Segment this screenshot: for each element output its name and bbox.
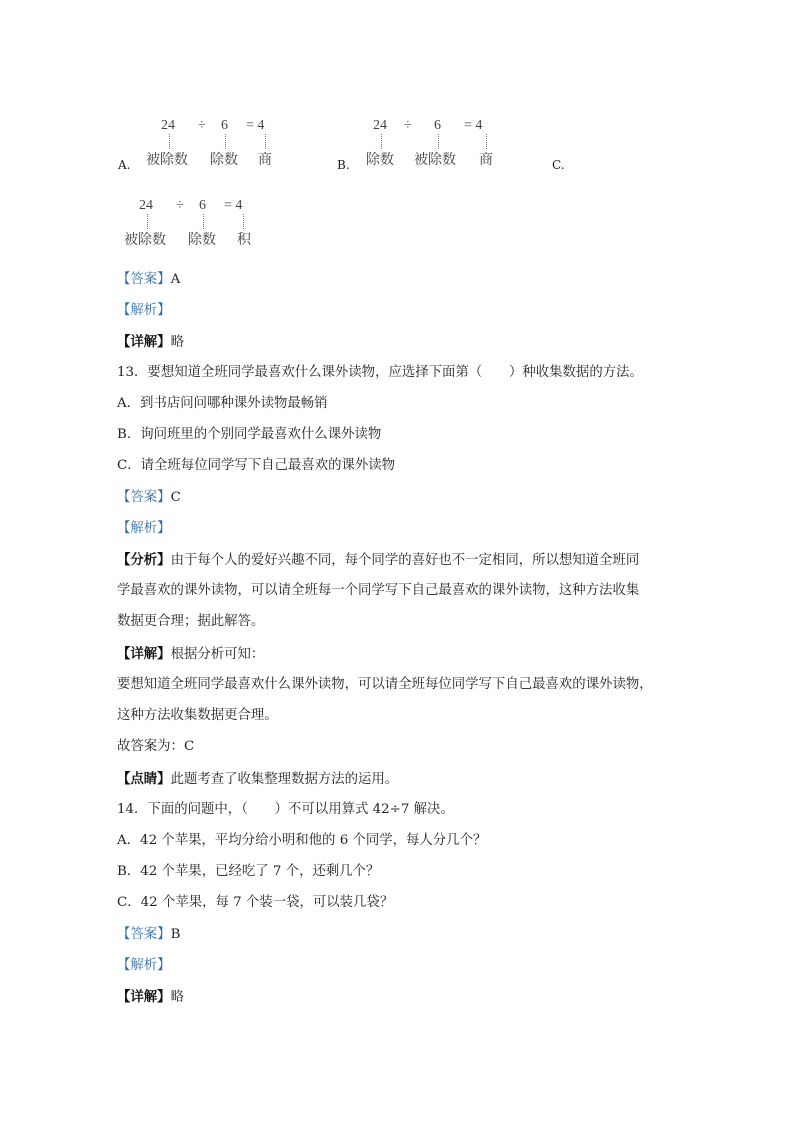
dividend-number: 24 [139,198,153,213]
connector-line [225,134,226,149]
answer-value: C [170,490,181,505]
dianjing-line [117,770,398,789]
label-dividend: 被除数 [414,152,456,168]
detail-tag: 【详解】 [117,646,171,662]
fenxi-text: 数据更合理；据此解答。 [117,614,265,629]
answer-line [117,489,181,507]
option-letter: C. [552,158,565,172]
question-14-option-c: C．42 个苹果，每 7 个装一袋，可以装几袋？ [117,895,394,910]
question-13-stem: 13．要想知道全班同学最喜欢什么课外读物，应选择下面第（ ）种收集数据的方法。 [117,365,643,380]
question-13-option-b: B．询问班里的个别同学最喜欢什么课外读物 [117,427,382,442]
analysis-tag: 【解析】 [117,521,171,536]
connector-line [265,134,266,149]
answer-value: B [170,927,181,942]
divide-sign: ÷ [176,198,184,213]
analysis-tag: 【解析】 [117,303,171,318]
label-quotient: 商 [258,152,272,168]
answer-line [117,271,180,289]
connector-line [147,214,148,229]
divisor-number: 6 [221,118,228,133]
question-14-option-a: A．42 个苹果，平均分给小明和他的 6 个同学，每人分几个？ [117,833,487,848]
detail-text: 略 [170,990,184,1005]
option-letter: A. [118,158,131,172]
dividend-number: 24 [373,118,387,133]
connector-line [243,214,244,229]
answer-line [117,926,180,944]
answer-tag: 【答案】 [117,490,171,505]
fenxi-text: 由于每个人的爱好兴趣不同，每个同学的喜好也不一定相同，所以想知道全班同 [170,553,640,568]
label-quotient: 商 [479,152,493,168]
fenxi-tag: 【分析】 [117,552,171,568]
question-14-stem: 14．下面的问题中，（ ）不可以用算式 42÷7 解决。 [117,802,454,817]
answer-tag: 【答案】 [117,272,171,287]
dividend-number: 24 [161,118,175,133]
result: = 4 [224,198,243,213]
detail-line [117,645,264,664]
divisor-number: 6 [199,198,206,213]
answer-value: A [170,272,181,287]
analysis-tag: 【解析】 [117,958,171,973]
label-divisor: 除数 [188,232,216,248]
connector-line [486,134,487,149]
label-product: 积 [237,232,251,248]
detail-text: 这种方法收集数据更合理。 [117,708,278,723]
detail-line [117,988,184,1007]
answer-tag: 【答案】 [117,927,171,942]
label-divisor: 除数 [210,152,238,168]
label-dividend: 被除数 [124,232,166,248]
detail-line [117,333,184,352]
label-divisor: 除数 [366,152,394,168]
final-answer: 故答案为：C [117,739,195,754]
connector-line [438,134,439,149]
detail-tag: 【详解】 [117,989,171,1005]
connector-line [203,214,204,229]
dianjing-text: 此题考查了收集整理数据方法的运用。 [170,772,399,787]
result: = 4 [246,118,265,133]
dianjing-tag: 【点睛】 [117,771,171,787]
result: = 4 [464,118,483,133]
connector-line [381,134,382,149]
detail-text: 根据分析可知： [170,647,265,662]
fenxi-text: 学最喜欢的课外读物，可以请全班每一个同学写下自己最喜欢的课外读物，这种方法收集 [117,583,640,598]
fenxi-line [117,551,639,570]
divisor-number: 6 [434,118,441,133]
question-14-option-b: B．42 个苹果，已经吃了 7 个，还剩几个？ [117,864,380,879]
option-letter: B. [337,158,350,172]
detail-text: 略 [170,335,184,350]
divide-sign: ÷ [404,118,412,133]
question-13-option-a: A．到书店问问哪种课外读物最畅销 [117,396,328,411]
label-dividend: 被除数 [146,152,188,168]
connector-line [169,134,170,149]
question-13-option-c: C．请全班每位同学写下自己最喜欢的课外读物 [117,458,396,473]
divide-sign: ÷ [198,118,206,133]
detail-text: 要想知道全班同学最喜欢什么课外读物，可以请全班每位同学写下自己最喜欢的课外读物， [117,677,653,692]
detail-tag: 【详解】 [117,334,171,350]
